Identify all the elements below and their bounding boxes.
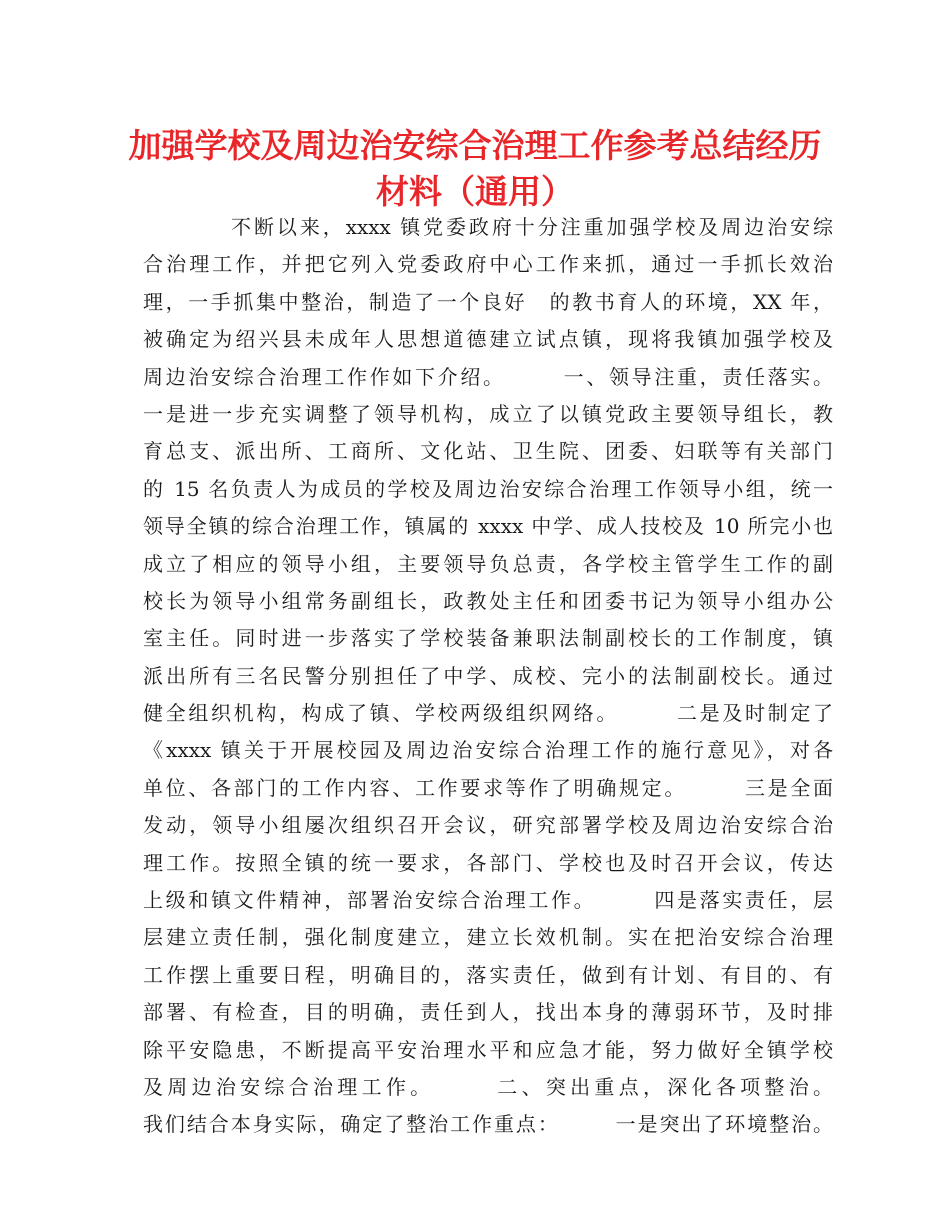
body-line: 被确定为绍兴县未成年人思想道德建立试点镇，现将我镇加强学校及: [143, 327, 833, 352]
body-line: 上级和镇文件精神，部署治安综合治理工作。 四是落实责任，层: [143, 888, 833, 913]
body-line: 领导全镇的综合治理工作，镇属的 xxxx 中学、成人技校及 10 所完小也: [143, 514, 833, 539]
body-line: 周边治安综合治理工作作如下介绍。 一、领导注重，责任落实。: [143, 364, 833, 389]
body-line: 层建立责任制，强化制度建立，建立长效机制。实在把治安综合治理: [143, 925, 833, 950]
body-line: 部署、有检查，目的明确，责任到人，找出本身的薄弱环节，及时排: [143, 1000, 833, 1025]
document-title-line-2: 材料（通用）: [376, 172, 574, 211]
body-line: 除平安隐患，不断提高平安治理水平和应急才能，努力做好全镇学校: [143, 1037, 833, 1062]
document-body: [143, 209, 833, 1144]
document-title-line-1: 加强学校及周边治安综合治理工作参考总结经历: [128, 126, 822, 165]
body-line: 派出所有三名民警分别担任了中学、成校、完小的法制副校长。通过: [143, 663, 833, 688]
body-line: 不断以来，xxxx 镇党委政府十分注重加强学校及周边治安综: [231, 215, 833, 239]
body-line: 理，一手抓集中整治，制造了一个良好 的教书育人的环境，XX 年，: [143, 289, 833, 314]
body-line: 室主任。同时进一步落实了学校装备兼职法制副校长的工作制度，镇: [143, 626, 833, 651]
body-line: 及周边治安综合治理工作。 二、突出重点，深化各项整治。: [143, 1074, 833, 1099]
body-line: 育总支、派出所、工商所、文化站、卫生院、团委、妇联等有关部门: [143, 439, 833, 464]
body-line: 一是进一步充实调整了领导机构，成立了以镇党政主要领导组长，教: [143, 401, 833, 426]
body-line: 成立了相应的领导小组，主要领导负总责，各学校主管学生工作的副: [143, 551, 833, 576]
body-line: 合治理工作，并把它列入党委政府中心工作来抓，通过一手抓长效治: [143, 252, 833, 277]
body-line: 理工作。按照全镇的统一要求，各部门、学校也及时召开会议，传达: [143, 850, 833, 875]
body-line: 发动，领导小组屡次组织召开会议，研究部署学校及周边治安综合治: [143, 813, 833, 838]
body-line: 校长为领导小组常务副组长，政教处主任和团委书记为领导小组办公: [143, 588, 833, 613]
body-line: 《xxxx 镇关于开展校园及周边治安综合治理工作的施行意见》，对各: [143, 738, 833, 763]
body-line: 我们结合本身实际，确定了整治工作重点： 一是突出了环境整治。: [143, 1112, 833, 1137]
body-line: 的 15 名负责人为成员的学校及周边治安综合治理工作领导小组，统一: [143, 476, 833, 501]
body-line: 健全组织机构，构成了镇、学校两级组织网络。 二是及时制定了: [143, 701, 833, 726]
body-line: 工作摆上重要日程，明确目的，落实责任，做到有计划、有目的、有: [143, 962, 833, 987]
body-line: 单位、各部门的工作内容、工作要求等作了明确规定。 三是全面: [143, 775, 833, 800]
